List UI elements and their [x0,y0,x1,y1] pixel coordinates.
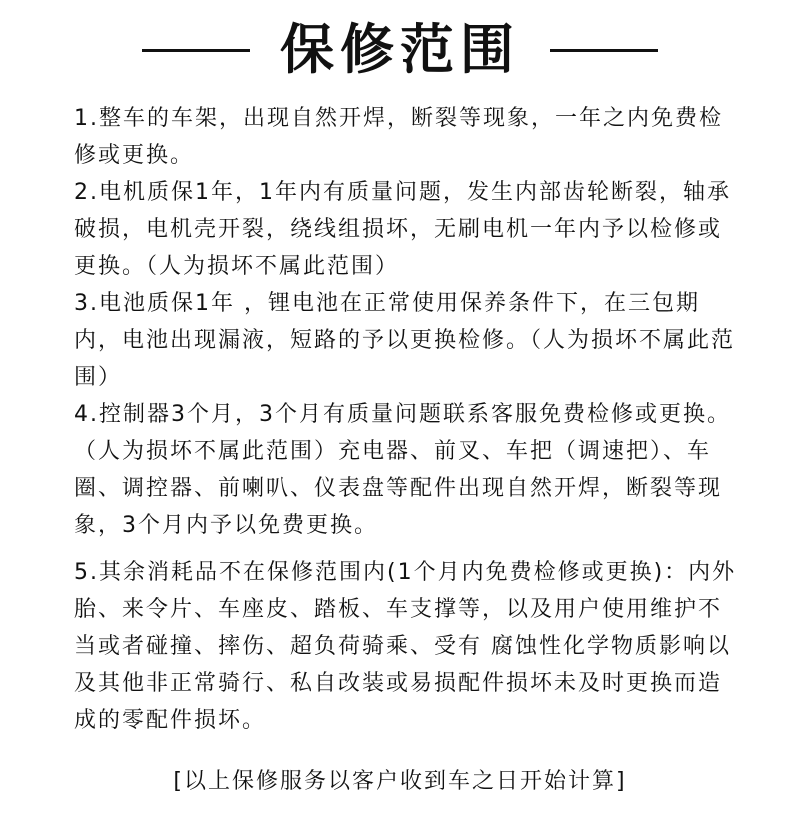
warranty-item-motor: 2.电机质保1年，1年内有质量问题，发生内部齿轮断裂，轴承破损，电机壳开裂，绕线组损坏，无刷电机一年内予以检修或更换。（人为损坏不属此范围） [74,180,731,279]
page-title: 保修范围 [280,18,520,81]
warranty-item-consumables: 5.其余消耗品不在保修范围内(1个月内免费检修或更换)：内外胎、来令片、车座皮、踏板、车支撑等，以及用户使用维护不当或者碰撞、摔伤、超负荷骑乘、受有 腐蚀性化学物质影响以及其他非正常骑行、私自改装或易损配件损坏未及时更换而造成的零配件损坏。 [74,560,737,733]
title-row [0,10,800,90]
warranty-item-battery: 3.电池质保1年 ，锂电池在正常使用保养条件下，在三包期内，电池出现漏液，短路的予以更换检修。（人为损坏不属此范围） [74,291,736,390]
warranty-item-frame: 1.整车的车架，出现自然开焊，断裂等现象，一年之内免费检修或更换。 [74,106,723,168]
title-right-rule [550,49,658,52]
warranty-content [74,100,744,739]
warranty-item-controller: 4.控制器3个月，3个月有质量问题联系客服免费检修或更换。（人为损坏不属此范围）充电器、前叉、车把（调速把）、车圈、调控器、前喇叭、仪表盘等配件出现自然开焊，断裂等现象，3个月内予以免费更换。 [74,402,731,538]
warranty-footer-note: [以上保修服务以客户收到车之日开始计算] [173,769,627,794]
title-left-rule [142,49,250,52]
